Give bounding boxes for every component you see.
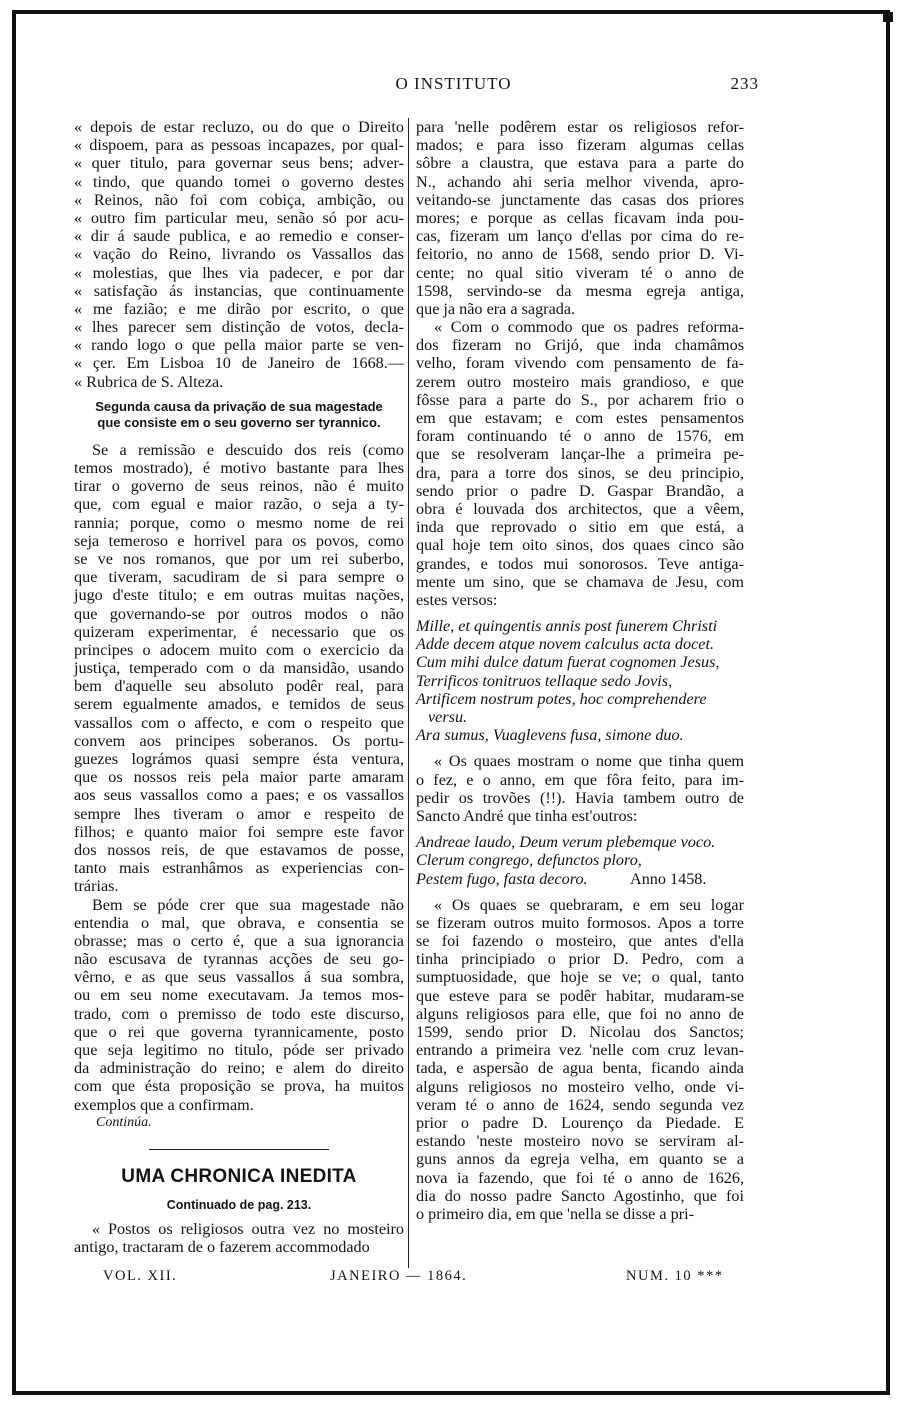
- article-title: UMA CHRONICA INEDITA: [121, 1165, 357, 1187]
- text-line: mores; e porque as cellas ficavam inda pou-: [416, 208, 744, 227]
- text-line: nova ia fazendo, que foi té o anno de 1626,: [416, 1168, 744, 1187]
- latin-verse: [416, 617, 744, 744]
- text-line: alguns religiosos no mosteiro velho, onde vi-: [416, 1077, 744, 1096]
- text-line: guns annos da egreja velha, em quanto se a: [416, 1150, 744, 1169]
- volume-label: VOL. XII.: [103, 1268, 178, 1284]
- section-title-line: que consiste em o seu governo ser tyrannico.: [97, 414, 381, 430]
- paragraph: [74, 441, 404, 896]
- text-line: tinha principiado o prior D. Pedro, com a: [416, 950, 744, 969]
- issue-number: NUM. 10 ***: [626, 1268, 724, 1284]
- text-line: dra, para a torre dos sinos, se deu principio,: [416, 463, 744, 482]
- text-line: « Com o commodo que os padres reforma-: [434, 318, 744, 337]
- text-line: entendia o mal, que obrava, e consentia se: [74, 913, 404, 932]
- text-line: que os nossos reis pela maior parte amaram: [74, 768, 404, 787]
- text-line: N., achando ahi seria melhor vivenda, apro-: [416, 172, 744, 191]
- text-line: alguns religiosos para elle, que foi no anno de: [416, 1004, 744, 1023]
- text-line: tada, e aspersão de agua benta, ficando ainda: [416, 1059, 744, 1078]
- verse-line: Pestem fugo, fasta decoro.: [416, 869, 588, 888]
- decree-paragraph: [74, 118, 404, 391]
- text-line: 1599, sendo prior D. Nicolau dos Sanctos;: [416, 1023, 744, 1041]
- separator-rule: [149, 1149, 329, 1150]
- text-line: jugo d'este titulo; e em outras muitas nações,: [74, 586, 404, 605]
- text-line: vêrno, e as que seus vassallos á sua sombra,: [74, 968, 404, 987]
- text-line: que, com egual e maior razão, o seja a ty-: [74, 495, 404, 514]
- verse-line: Terrificos tonitruos tellaque sedo Jovis,: [416, 671, 673, 690]
- text-line: « molestias, que lhes via padecer, e por dar: [74, 263, 404, 282]
- text-line: prior o padre D. Lourenço da Piedade. E: [416, 1113, 744, 1132]
- verse-line: Mille, et quingentis annis post funerem Christi: [416, 617, 718, 636]
- text-line: estando 'neste mosteiro novo se serviram al-: [416, 1132, 744, 1151]
- verse-line: Cum mihi dulce datum fuerat cognomen Jesus,: [416, 653, 720, 672]
- verse-last-line: [416, 870, 744, 888]
- text-line: Bem se póde crer que sua magestade não: [92, 895, 404, 914]
- text-line: em que estavam; e com estes pensamentos: [416, 409, 744, 427]
- verse-line: Ara sumus, Vuaglevens fusa, simone duo.: [416, 726, 684, 745]
- text-line: não escusava de tyrannas acções de seu go-: [74, 950, 404, 969]
- text-line: entrando a primeira vez 'nelle com cruz levan-: [416, 1041, 744, 1060]
- text-line: quizeram experimentar, é necessario que os: [74, 622, 404, 641]
- text-line: que se resolveram lançar-lhe a primeira pe-: [416, 445, 744, 464]
- text-line: mados; e para isso fizeram algumas cellas: [416, 136, 744, 155]
- page-number: 233: [730, 74, 759, 93]
- text-line: « Rubrica de S. Alteza.: [74, 372, 224, 391]
- text-line: « Postos os religiosos outra vez no mosteiro: [92, 1219, 404, 1238]
- verse-line: versu.: [428, 708, 468, 726]
- text-line: « me fazião; e me dirão por escrito, o que: [74, 299, 404, 318]
- text-line: tanto mais estranhâmos as experiencias con-: [74, 859, 404, 878]
- text-line: zerem outro mosteiro mais grandioso, e que: [416, 372, 744, 391]
- text-line: qual hoje tem oito sinos, dos quaes cinco são: [416, 536, 744, 555]
- paragraph: [416, 752, 744, 825]
- text-line: que tiveram, sacudiram de si para sempre o: [74, 568, 404, 587]
- text-line: seja temeroso e horrivel para os povos, como: [74, 531, 404, 550]
- text-line: o fez, e o anno, em que fôra feito, para im-: [416, 770, 744, 789]
- text-line: mente um sino, que se chamava de Jesu, com: [416, 572, 744, 591]
- text-line: da administração do reino; e alem do direito: [74, 1059, 404, 1078]
- text-line: « Reinos, não foi com cobiça, ambição, ou: [74, 190, 404, 209]
- text-line: veram té o anno de 1624, sendo segunda vez: [416, 1095, 744, 1114]
- text-line: convem aos principes soberanos. Os portu-: [74, 731, 404, 750]
- text-line: dia do nosso padre Sancto Agostinho, que foi: [416, 1186, 744, 1205]
- verse-line: Clerum congrego, defunctos ploro,: [416, 851, 642, 870]
- text-line: guezes lográmos quasi sempre ésta ventura,: [74, 750, 404, 768]
- text-line: com que ésta proposição se prova, ha muitos: [74, 1077, 404, 1096]
- text-line: o primeiro dia, em que 'nella se disse a pri-: [416, 1204, 695, 1223]
- text-line: veitando-se junctamente das casas dos priores: [416, 190, 744, 209]
- text-line: « dir á saude publica, e ao remedio e conser-: [74, 227, 404, 246]
- text-line: « tindo, que quando tomei o governo destes: [74, 172, 404, 191]
- text-line: que ja não era a sagrada.: [416, 299, 576, 318]
- paragraph: [416, 318, 744, 609]
- paragraph: [416, 118, 744, 318]
- text-line: que seja legitimo no titulo, póde ser privado: [74, 1041, 404, 1059]
- paragraph: [74, 896, 404, 1114]
- text-line: dos nossos reis, de que estavamos de posse,: [74, 840, 404, 859]
- text-line: obrasse; mas o certo é, que a sua ignorancia: [74, 931, 404, 950]
- text-line: « rando logo o que pella maior parte se ven-: [74, 336, 404, 355]
- text-line: « Os quaes se quebraram, e em seu logar: [434, 895, 744, 914]
- verse-line: Artificem nostrum potes, hoc comprehendere: [416, 689, 707, 708]
- text-line: sempre lhes tiveram o amor e respeito de: [74, 804, 404, 823]
- text-line: Se a remissão e descuido dos reis (como: [92, 440, 404, 459]
- text-line: « lhes parecer sem distinção de votos, decla-: [74, 318, 404, 337]
- text-line: sendo prior o padre D. Gaspar Brandão, a: [416, 481, 744, 500]
- text-line: vassallos com o affecto, e com o respeito que: [74, 713, 404, 732]
- latin-verse: [416, 833, 744, 869]
- text-line: pedir os trovões (!!). Havia tambem outro de: [416, 788, 744, 807]
- text-line: inda que reprovado o sitio em que está, a: [416, 518, 744, 537]
- text-line: « dispoem, para as pessoas incapazes, por qual-: [74, 136, 404, 155]
- text-line: « satisfação ás instancias, que continuamente: [74, 281, 404, 300]
- text-line: sumptuosidade, que hoje se ve; o qual, tanto: [416, 968, 744, 987]
- text-line: se foi fazendo o mosteiro, que antes d'ella: [416, 932, 744, 951]
- text-line: fôsse para a parte do S., por acharem frio o: [416, 390, 744, 409]
- continua-note: Continúa.: [96, 1114, 152, 1130]
- text-line: aos seus vassallos como a paes; e os vassallos: [74, 786, 404, 805]
- text-line: « quer titulo, para governar seus bens; adver-: [74, 154, 404, 173]
- text-line: que o rei que governa tyrannicamente, posto: [74, 1022, 404, 1041]
- text-line: antigo, tractaram de o fazerem accommodado: [74, 1237, 370, 1256]
- text-line: se fizeram outros muito formosos. Apos a torre: [416, 913, 744, 932]
- text-line: serem egualmente amados, e temidos de seus: [74, 695, 404, 714]
- text-line: rannia; porque, como o mesmo nome de rei: [74, 513, 404, 532]
- text-line: Sancto André que tinha est'outros:: [416, 806, 638, 825]
- text-line: trárias.: [74, 877, 119, 896]
- right-column: [416, 118, 744, 1223]
- text-line: que governando-se por outros modos o não: [74, 604, 404, 623]
- text-line: feitorio, no anno de 1568, sendo prior D. Vi-: [416, 245, 744, 264]
- text-line: principes o adocem muito com o exercicio da: [74, 640, 404, 659]
- text-line: tirar o governo de seus reinos, não é muito: [74, 477, 404, 496]
- text-line: grandes, e todos mui sonorosos. Teve antiga-: [416, 554, 744, 573]
- section-title-line: Segunda causa da privação de sua magestade: [95, 398, 383, 414]
- text-line: trado, com o premisso de todo este discurso,: [74, 1004, 404, 1023]
- text-line: « Os quaes mostram o nome que tinha quem: [434, 752, 744, 771]
- text-line: cente; no qual sitio viveram té o anno de: [416, 263, 744, 282]
- verse-line: Andreae laudo, Deum verum plebemque voco.: [416, 833, 716, 852]
- text-line: justiça, temperado com o da mansidão, usando: [74, 659, 404, 678]
- text-line: obra é louvada dos architectos, que a vêem,: [416, 499, 744, 518]
- text-line: dos fizeram no Grijó, que inda chamâmos: [416, 336, 744, 355]
- text-line: temos mostrado), é motivo bastante para lhes: [74, 459, 404, 477]
- verse-line: Adde decem atque novem calculus acta docet.: [416, 635, 715, 654]
- text-line: estes versos:: [416, 590, 498, 609]
- text-line: bem d'aquelle seu absoluto podêr real, para: [74, 677, 404, 696]
- column-divider: [408, 118, 409, 1268]
- journal-title: O INSTITUTO: [395, 74, 512, 93]
- paragraph: [74, 1220, 404, 1256]
- section-title: [74, 399, 404, 431]
- verse-year: Anno 1458.: [630, 869, 707, 888]
- text-line: 1598, servindo-se da mesma egreja antiga,: [416, 281, 744, 300]
- text-line: foram continuando té o anno de 1576, em: [416, 427, 744, 446]
- left-column: [74, 118, 404, 1256]
- date-label: JANEIRO — 1864.: [330, 1268, 468, 1284]
- text-line: cas, fizeram um lanço d'ellas por cima do re-: [416, 227, 744, 246]
- text-line: « vação do Reino, livrando os Vassallos das: [74, 245, 404, 264]
- text-line: para 'nelle podêrem estar os religiosos refor-: [416, 118, 744, 136]
- text-line: sôbre a claustra, que estava para a parte do: [416, 154, 744, 173]
- paragraph: [416, 896, 744, 1223]
- text-line: filhos; e quanto maior foi sempre este favor: [74, 822, 404, 841]
- text-line: velho, foram vivendo com pensamento de fa-: [416, 354, 744, 373]
- text-line: « depois de estar recluzo, ou do que o Direito: [74, 118, 404, 136]
- text-line: ou em seu nome executavam. Ja temos mos-: [74, 986, 404, 1005]
- text-line: « çer. Em Lisboa 10 de Janeiro de 1668.—: [74, 354, 404, 373]
- text-line: « outro fim particular meu, senão só por acu-: [74, 208, 404, 227]
- continued-note: Continuado de pag. 213.: [166, 1197, 312, 1212]
- text-line: exemplos que a confirmam.: [74, 1095, 254, 1114]
- text-line: que esteve para se podêr habitar, mudaram-se: [416, 986, 744, 1005]
- text-line: se ve nos romanos, que por um rei suberbo,: [74, 549, 404, 568]
